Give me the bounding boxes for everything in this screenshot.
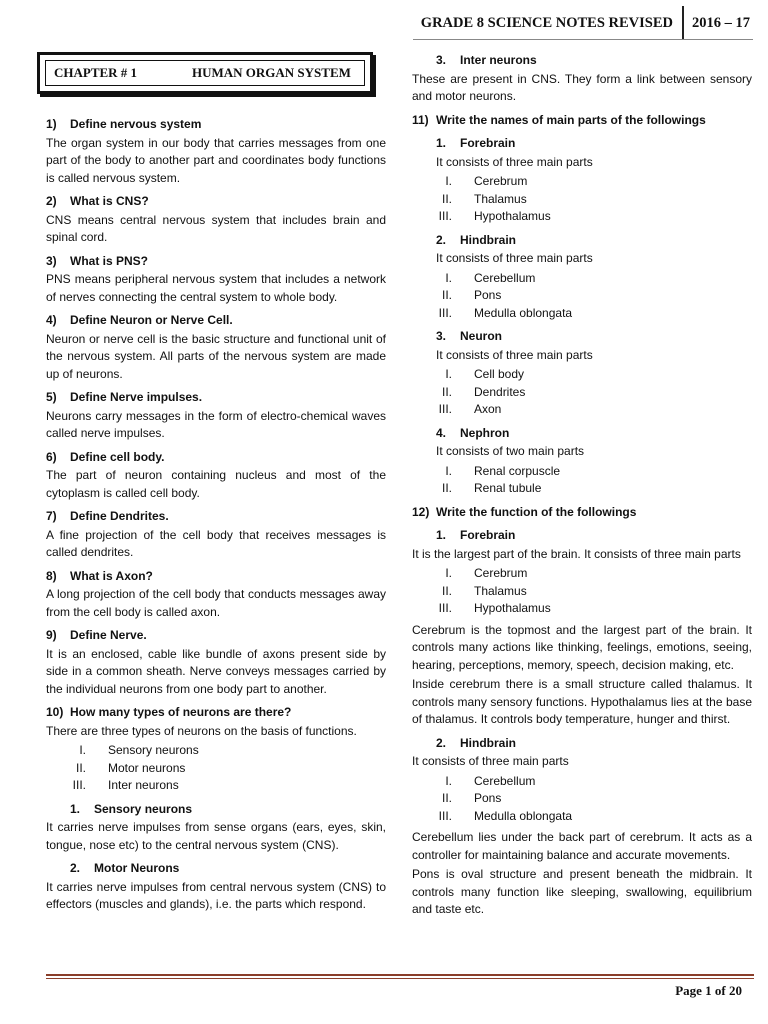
list-item: I. Sensory neurons [79, 743, 199, 757]
forebrain-function-text: It is the largest part of the brain. It consists of three main parts [412, 546, 741, 561]
subheading-forebrain: 1. Forebrain [436, 136, 516, 150]
right-column [412, 52, 752, 921]
hindbrain-parts-list [412, 270, 752, 323]
question-3: 3) What is PNS? [46, 253, 149, 268]
list-item: I. Cell body [445, 367, 525, 381]
chapter-heading [45, 60, 365, 86]
forebrain-function-list [412, 565, 752, 618]
question-2: 2) What is CNS? [46, 194, 149, 208]
list-item: II. Dendrites [441, 384, 526, 399]
subheading-motor-neurons: 2. Motor Neurons [70, 861, 180, 875]
page-number: Page 1 of 20 [675, 983, 742, 998]
list-item: I. Cerebrum [445, 174, 528, 188]
header-year: 2016 – 17 [692, 14, 750, 31]
subheading-hindbrain: 2. Hindbrain [436, 232, 516, 247]
subheading-inter-neurons: 3. Inter neurons [436, 53, 537, 67]
chapter-box [37, 52, 373, 94]
forebrain-parts-list [412, 173, 752, 226]
question-8: 8) What is Axon? [46, 568, 153, 583]
hindbrain-function-text: It consists of three main parts [412, 754, 569, 768]
cerebellum-paragraph: Cerebellum lies under the back part of cerebrum. It acts as a controller for maintaining balance and accurate movements. [412, 830, 752, 862]
chapter-title: HUMAN ORGAN SYSTEM [192, 65, 351, 80]
neuron-parts-list [412, 366, 752, 419]
subheading-forebrain-function: 1. Forebrain [436, 528, 516, 542]
hindbrain-function-list [412, 773, 752, 826]
page-header [421, 8, 750, 38]
answer-2: CNS means central nervous system that includes brain and spinal cord. [46, 212, 386, 244]
motor-neurons-text: It carries nerve impulses from central nervous system (CNS) to effectors (muscles and glands), i.e. the parts which respond. [46, 879, 386, 911]
list-item: II. Motor neurons [75, 760, 186, 775]
cerebrum-paragraph: Cerebrum is the topmost and the largest part of the brain. It controls many actions like thinking, feelings, emotions, seeing, hearing, perceptions, memory, speech, decision making, etc. [412, 622, 752, 672]
list-item: III. Axon [438, 402, 502, 416]
header-rule [413, 39, 753, 40]
question-11: 11) Write the names of main parts of the followings [412, 112, 706, 127]
list-item: III. Medulla oblongata [438, 305, 573, 320]
left-column [46, 110, 386, 916]
list-item: III. Medulla oblongata [438, 808, 573, 823]
subheading-neuron: 3. Neuron [436, 329, 502, 343]
list-item: III. Inter neurons [72, 778, 179, 792]
question-6: 6) Define cell body. [46, 449, 165, 464]
forebrain-parts-text: It consists of three main parts [436, 154, 593, 169]
subheading-hindbrain-function: 2. Hindbrain [436, 735, 516, 750]
list-item: I. Cerebellum [445, 773, 536, 788]
question-1: 1) Define nervous system [46, 117, 202, 131]
question-7: 7) Define Dendrites. [46, 509, 169, 523]
question-10: 10) How many types of neurons are there? [46, 705, 292, 719]
footer-rule-thin [46, 978, 754, 979]
header-divider [682, 6, 684, 40]
neuron-parts-text: It consists of three main parts [436, 347, 593, 362]
list-item: II. Renal tubule [441, 481, 542, 495]
answer-9: It is an enclosed, cable like bundle of axons present side by side in a common sheath. Nerve conveys messages carried by the individual neurons from one body part to another. [46, 646, 386, 696]
list-item: II. Thalamus [441, 583, 527, 598]
question-4: 4) Define Neuron or Nerve Cell. [46, 313, 233, 327]
inter-neurons-text: These are present in CNS. They form a link between sensory and motor neurons. [412, 71, 752, 103]
thalamus-paragraph: Inside cerebrum there is a small structure called thalamus. It controls many sensory functions. Hypothalamus lies at the base of thalamus. It controls body temperature, hunger and thirst. [412, 677, 752, 726]
answer-10: There are three types of neurons on the basis of functions. [46, 723, 357, 738]
list-item: I. Cerebrum [445, 566, 528, 580]
neuron-types-list [46, 742, 386, 795]
subheading-nephron: 4. Nephron [436, 425, 510, 440]
list-item: I. Renal corpuscle [445, 463, 561, 478]
question-12: 12) Write the function of the followings [412, 504, 637, 519]
question-9: 9) Define Nerve. [46, 628, 147, 642]
chapter-number: CHAPTER # 1 [54, 65, 138, 80]
answer-6: The part of neuron containing nucleus and most of the cytoplasm is called cell body. [46, 468, 386, 500]
answer-8: A long projection of the cell body that conducts messages away from the cell body is called axon. [46, 587, 386, 619]
list-item: II. Thalamus [441, 191, 527, 206]
list-item: II. Pons [441, 791, 502, 805]
hindbrain-parts-text: It consists of three main parts [436, 251, 593, 265]
answer-1: The organ system in our body that carries messages from one part of the body to another part and coordinates body functions is called nervous system. [46, 135, 386, 185]
list-item: III. Hypothalamus [438, 209, 551, 223]
list-item: II. Pons [441, 288, 502, 302]
subheading-sensory-neurons: 1. Sensory neurons [70, 801, 193, 816]
answer-5: Neurons carry messages in the form of electro-chemical waves called nerve impulses. [46, 408, 386, 440]
answer-7: A fine projection of the cell body that receives messages is called dendrites. [46, 527, 386, 559]
footer-rule [46, 974, 754, 976]
question-5: 5) Define Nerve impulses. [46, 390, 203, 404]
nephron-parts-list [412, 463, 752, 498]
nephron-parts-text: It consists of two main parts [436, 444, 585, 458]
pons-paragraph: Pons is oval structure and present beneath the midbrain. It controls many function like sleeping, swallowing, equilibrium and taste etc. [412, 867, 752, 916]
list-item: III. Hypothalamus [438, 601, 551, 615]
sensory-neurons-text: It carries nerve impulses from sense organs (ears, eyes, skin, tongue, nose etc) to the central nervous system (CNS). [46, 820, 386, 852]
list-item: I. Cerebellum [445, 270, 536, 285]
header-title: GRADE 8 SCIENCE NOTES REVISED [420, 14, 673, 31]
answer-3: PNS means peripheral nervous system that includes a network of nerves connecting the central system to whole body. [46, 272, 386, 304]
answer-4: Neuron or nerve cell is the basic structure and functional unit of the nervous system. All parts of the nervous system are made up of neurons. [46, 331, 386, 381]
